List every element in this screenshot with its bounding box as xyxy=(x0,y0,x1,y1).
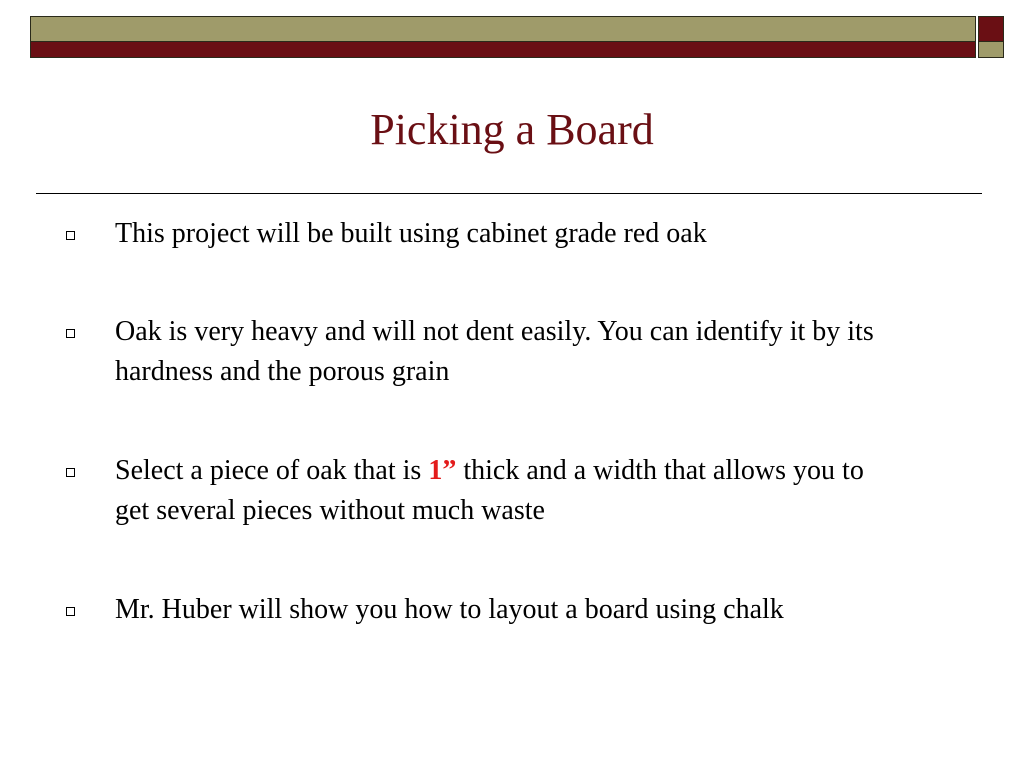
hollow-square-bullet-icon xyxy=(66,468,75,477)
bullet-text: Mr. Huber will show you how to layout a board using chalk xyxy=(115,594,784,625)
bullet-text: This project will be built using cabinet grade red oak xyxy=(115,218,707,249)
hollow-square-bullet-icon xyxy=(66,329,75,338)
thickness-highlight: 1” xyxy=(428,455,457,486)
slide-title: Picking a Board xyxy=(370,105,654,154)
bullet-text-before: Select a piece of oak that is xyxy=(115,455,429,486)
hollow-square-bullet-icon xyxy=(66,607,75,616)
bullet-text xyxy=(115,451,875,531)
hollow-square-bullet-icon xyxy=(66,231,75,240)
bullet-text: Oak is very heavy and will not dent easily. You can identify it by its hardness and the porous grain xyxy=(115,316,874,387)
bullet-text-after: thick and a width that allows you to get several pieces without much waste xyxy=(115,455,864,526)
